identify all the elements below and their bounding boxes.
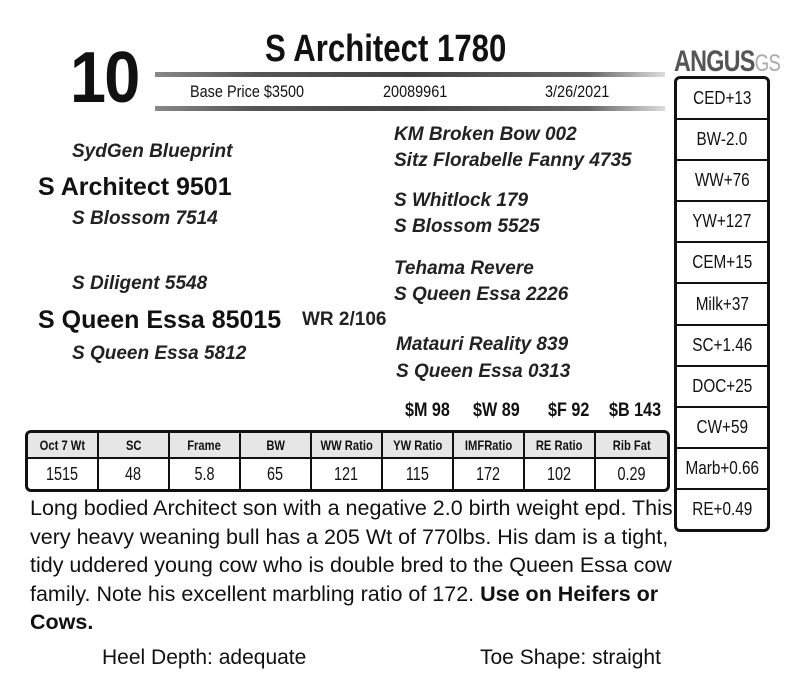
table-header-cell: RE Ratio — [525, 433, 596, 459]
ggp-4: S Blossom 5525 — [394, 216, 540, 237]
epd-bw: BW-2.0 — [677, 120, 767, 161]
birth-date: 3/26/2021 — [545, 82, 610, 101]
table-header-cell: Rib Fat — [596, 433, 667, 459]
epd-ww: WW+76 — [677, 161, 767, 202]
description-emphasis: Use on Heifers or Cows. — [30, 581, 659, 634]
header-rule-bottom — [155, 106, 665, 111]
epd-yw: YW+127 — [677, 202, 767, 243]
ggp-1: KM Broken Bow 002 — [394, 124, 577, 145]
angus-gs-logo: ANGUSGS — [674, 45, 781, 78]
table-value-cell: 172 — [454, 459, 525, 489]
epd-milk: Milk+37 — [677, 284, 767, 325]
table-header-cell: SC — [99, 433, 170, 459]
ggp-3: S Whitlock 179 — [394, 190, 529, 211]
table-value-cell: 5.8 — [170, 459, 241, 489]
ggp-7: Matauri Reality 839 — [396, 334, 569, 355]
sire-sire: SydGen Blueprint — [72, 141, 233, 162]
table-value-cell: 102 — [525, 459, 596, 489]
table-value-cell: 115 — [383, 459, 454, 489]
epd-column — [674, 76, 770, 532]
ggp-5: Tehama Revere — [394, 258, 534, 279]
epd-marb: Marb+0.66 — [677, 449, 767, 490]
header-rule-top — [155, 72, 665, 77]
sire-dam: S Blossom 7514 — [72, 208, 218, 229]
table-header-cell: Oct 7 Wt — [28, 433, 99, 459]
index-m: $M 98 — [405, 400, 450, 421]
epd-doc: DOC+25 — [677, 367, 767, 408]
index-b: $B 143 — [609, 400, 662, 421]
dam-dam: S Queen Essa 5812 — [72, 343, 247, 364]
description — [30, 494, 675, 637]
table-value-cell: 65 — [241, 459, 312, 489]
epd-cem: CEM+15 — [677, 243, 767, 284]
description-text: Long bodied Architect son with a negative 2.0 birth weight epd. This very heavy weaning bull has a 205 Wt of 770lbs. His dam is a tight, tidy uddered young cow who is double bred to the Queen Essa cow family. Note his excellent marbling ratio of 172. — [30, 496, 673, 606]
index-w: $W 89 — [473, 400, 520, 421]
performance-table — [25, 430, 670, 492]
table-value-cell: 121 — [312, 459, 383, 489]
heel-depth: Heel Depth: adequate — [102, 646, 307, 669]
dam: S Queen Essa 85015 — [38, 306, 282, 334]
table-header-cell: WW Ratio — [312, 433, 383, 459]
epd-sc: SC+1.46 — [677, 326, 767, 367]
table-header-cell: YW Ratio — [383, 433, 454, 459]
table-value-cell: 0.29 — [617, 463, 646, 484]
epd-re: RE+0.49 — [692, 498, 752, 519]
sire: S Architect 9501 — [38, 173, 232, 201]
ggp-6: S Queen Essa 2226 — [394, 284, 569, 305]
lot-number: 10 — [70, 38, 139, 118]
table-header-cell: IMFRatio — [454, 433, 525, 459]
base-price: Base Price $3500 — [190, 82, 305, 101]
dam-wr: WR 2/106 — [302, 309, 387, 330]
table-value-cell: 48 — [99, 459, 170, 489]
epd-ced: CED+13 — [677, 79, 767, 120]
epd-cw: CW+59 — [677, 408, 767, 449]
toe-shape: Toe Shape: straight — [480, 646, 661, 669]
registration-number: 20089961 — [383, 82, 448, 101]
animal-name: S Architect 1780 — [265, 28, 507, 70]
table-value-cell: 1515 — [28, 459, 99, 489]
ggp-8: S Queen Essa 0313 — [396, 361, 571, 382]
table-header-cell: Frame — [170, 433, 241, 459]
table-header-cell: BW — [241, 433, 312, 459]
ggp-2: Sitz Florabelle Fanny 4735 — [394, 150, 632, 171]
dam-sire: S Diligent 5548 — [72, 273, 208, 294]
index-f: $F 92 — [548, 400, 590, 421]
